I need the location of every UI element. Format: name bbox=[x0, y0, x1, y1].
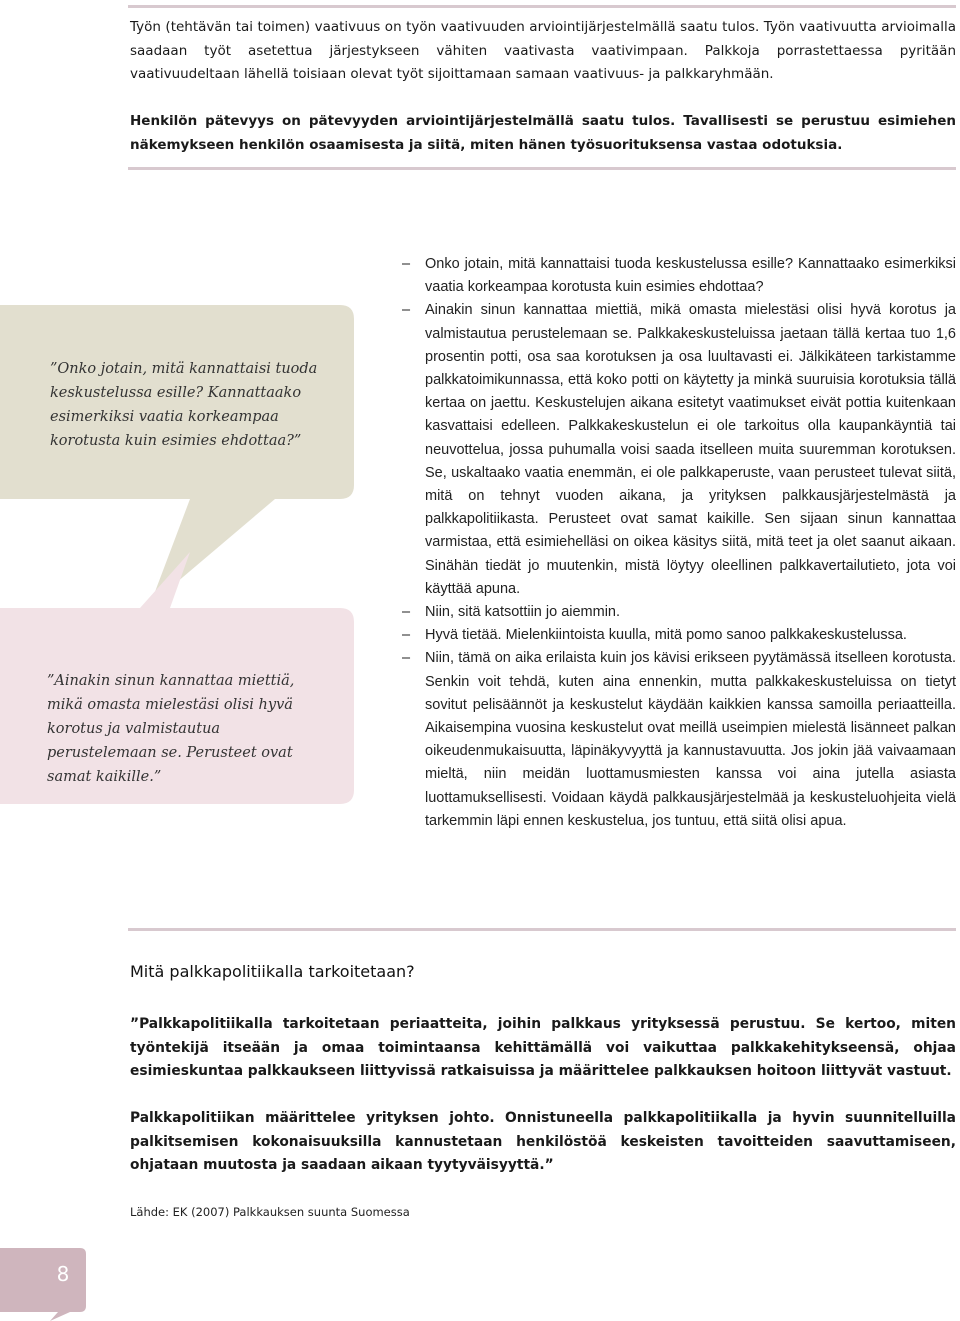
intro-paragraph-1: Työn (tehtävän tai toimen) vaativuus on työn vaativuuden arviointijärjestelmällä saatu tulos. Työn vaativuutta arvioimalla saadaan työt asetettua järjestykseen vähiten vaativasta vaativimpaan. Palkkoja porrastettaessa pyritään vaativuudeltaan lähellä toisiaan olevat työt sijoittamaan samaan vaativuus- ja palkkaryhmään. bbox=[130, 19, 956, 82]
top-rule bbox=[128, 5, 956, 8]
dash-bullet: – bbox=[402, 302, 411, 319]
dash-bullet: – bbox=[402, 604, 411, 621]
section-paragraph-2: Palkkapolitiikan määrittelee yrityksen johto. Onnistuneella palkkapolitiikalla ja hyvin suunnitelluilla palkitsemisen kokonaisuuksilla kannustetaan henkilöstöä keskeisten tavoitteiden saavuttamiseen, ohjataan muutosta ja saadaan aikaan tyytyväisyyttä.” bbox=[130, 1110, 956, 1173]
dialogue-text: Niin, sitä katsottiin jo aiemmin. bbox=[425, 604, 621, 621]
dialogue-line bbox=[402, 647, 956, 833]
section-heading: Mitä palkkapolitiikalla tarkoitetaan? bbox=[130, 962, 415, 981]
dash-bullet: – bbox=[402, 627, 411, 644]
intro-bottom-rule bbox=[128, 167, 956, 170]
quote-1: ”Onko jotain, mitä kannattaisi tuoda keskustelussa esille? Kannattaako esimerkiksi vaatia korkeampaa korotusta kuin esimies ehdottaa?” bbox=[50, 361, 318, 449]
section-paragraph-1: ”Palkkapolitiikalla tarkoitetaan periaatteita, joihin palkkaus yrityksessä perustuu. Se kertoo, miten työntekijä itseään ja omaa toimintaansa kehittämällä voi vaikuttaa palkkakehitykseensä, ohjaa esimieskuntaa palkkaukseen liittyvissä ratkaisuissa ja määrittelee palkkauksen hoitoon liittyvät vastuut. bbox=[130, 1016, 956, 1079]
source-citation: Lähde: EK (2007) Palkkauksen suunta Suomessa bbox=[130, 1205, 410, 1219]
intro-paragraph-2: Henkilön pätevyys on pätevyyden arviointijärjestelmällä saatu tulos. Tavallisesti se perustuu esimiehen näkemykseen henkilön osaamisesta ja siitä, miten hänen työsuorituksensa vastaa odotuksia. bbox=[130, 113, 956, 153]
dialogue-text: Ainakin sinun kannattaa miettiä, mikä omasta mielestäsi olisi hyvä korotus ja valmistautua perustelemaan se. Palkkakeskusteluissa jaetaan tällä kertaa tuo 1,6 prosentin potti, osa saa korotuksen ja osa luultavasti ei. Jälkikäteen tarkistamme palkkatoimikunnassa, että koko potti on käytetty ja minkä suuruisia korotuksia tällä kertaa on jaettu. Keskustelujen aikana esitetyt vaatimukset eivät pottia kuitenkaan kasvattaisi edelleen. Palkkakeskustelun ei ole tarkoitus olla kaupankäyntiä tai neuvottelua, jossa puhumalla voisi saada itselleen muita suuremman korotuksen. Se, uskaltaako vaatia enemmän, ei ole palkkaperuste, vaan perusteet tulevat siitä, mitä on tehnyt vuoden aikana, ja yrityksen palkkausjärjestelmästä ja palkkapolitiikasta. Perusteet ovat samat kaikille. Sen sijaan sinun kannattaa varmistaa, että esimiehelläsi on oikea käsitys siitä, mitä teet ja olet saanut aikaan. Sinähän tiedät jo muutenkin, mistä löytyy oleellinen palkkavertailutieto, jota voi käyttää apuna. bbox=[425, 302, 956, 597]
dialogue-line bbox=[402, 624, 956, 647]
dialogue-line bbox=[402, 299, 956, 601]
quote-2: ”Ainakin sinun kannattaa miettiä, mikä omasta mielestäsi olisi hyvä korotus ja valmistautua perustelemaan se. Perusteet ovat samat kaikille.” bbox=[47, 673, 295, 785]
dialogue-list bbox=[402, 253, 956, 833]
dialogue-text: Onko jotain, mitä kannattaisi tuoda keskustelussa esille? Kannattaako esimerkiksi vaatia korkeampaa korotusta kuin esimies ehdottaa? bbox=[425, 256, 956, 296]
dialogue-text: Niin, tämä on aika erilaista kuin jos kävisi erikseen pyytämässä itselleen korotusta. Senkin voit tehdä, kuten aina ennenkin, mutta palkkakeskusteluissa on tietyt sovitut pelisäännöt ja keskustelut käydään kaikkien kanssa samoilla periaatteilla. Aikaisempina vuosina keskustelut ovat meillä useimpien mielestä lisänneet palkan oikeudenmukaisuutta, läpinäkyvyyttä ja kannustavuutta. Jos jokin jää vaivaamaan mieltä, niin meidän luottamusmiesten kanssa voi aina jutella asiasta luottamuksellisesti. Voidaan käydä palkkausjärjestelmää ja keskusteluohjeita vielä tarkemmin läpi ennen keskustelua, jos tuntuu, että siitä olisi apua. bbox=[425, 650, 956, 829]
section-top-rule bbox=[128, 928, 956, 931]
dash-bullet: – bbox=[402, 650, 411, 667]
dialogue-line bbox=[402, 253, 956, 299]
dialogue-line bbox=[402, 601, 956, 624]
dialogue-text: Hyvä tietää. Mielenkiintoista kuulla, mitä pomo sanoo palkkakeskustelussa. bbox=[425, 627, 907, 644]
page-number: 8 bbox=[56, 1262, 70, 1286]
dash-bullet: – bbox=[402, 256, 411, 272]
